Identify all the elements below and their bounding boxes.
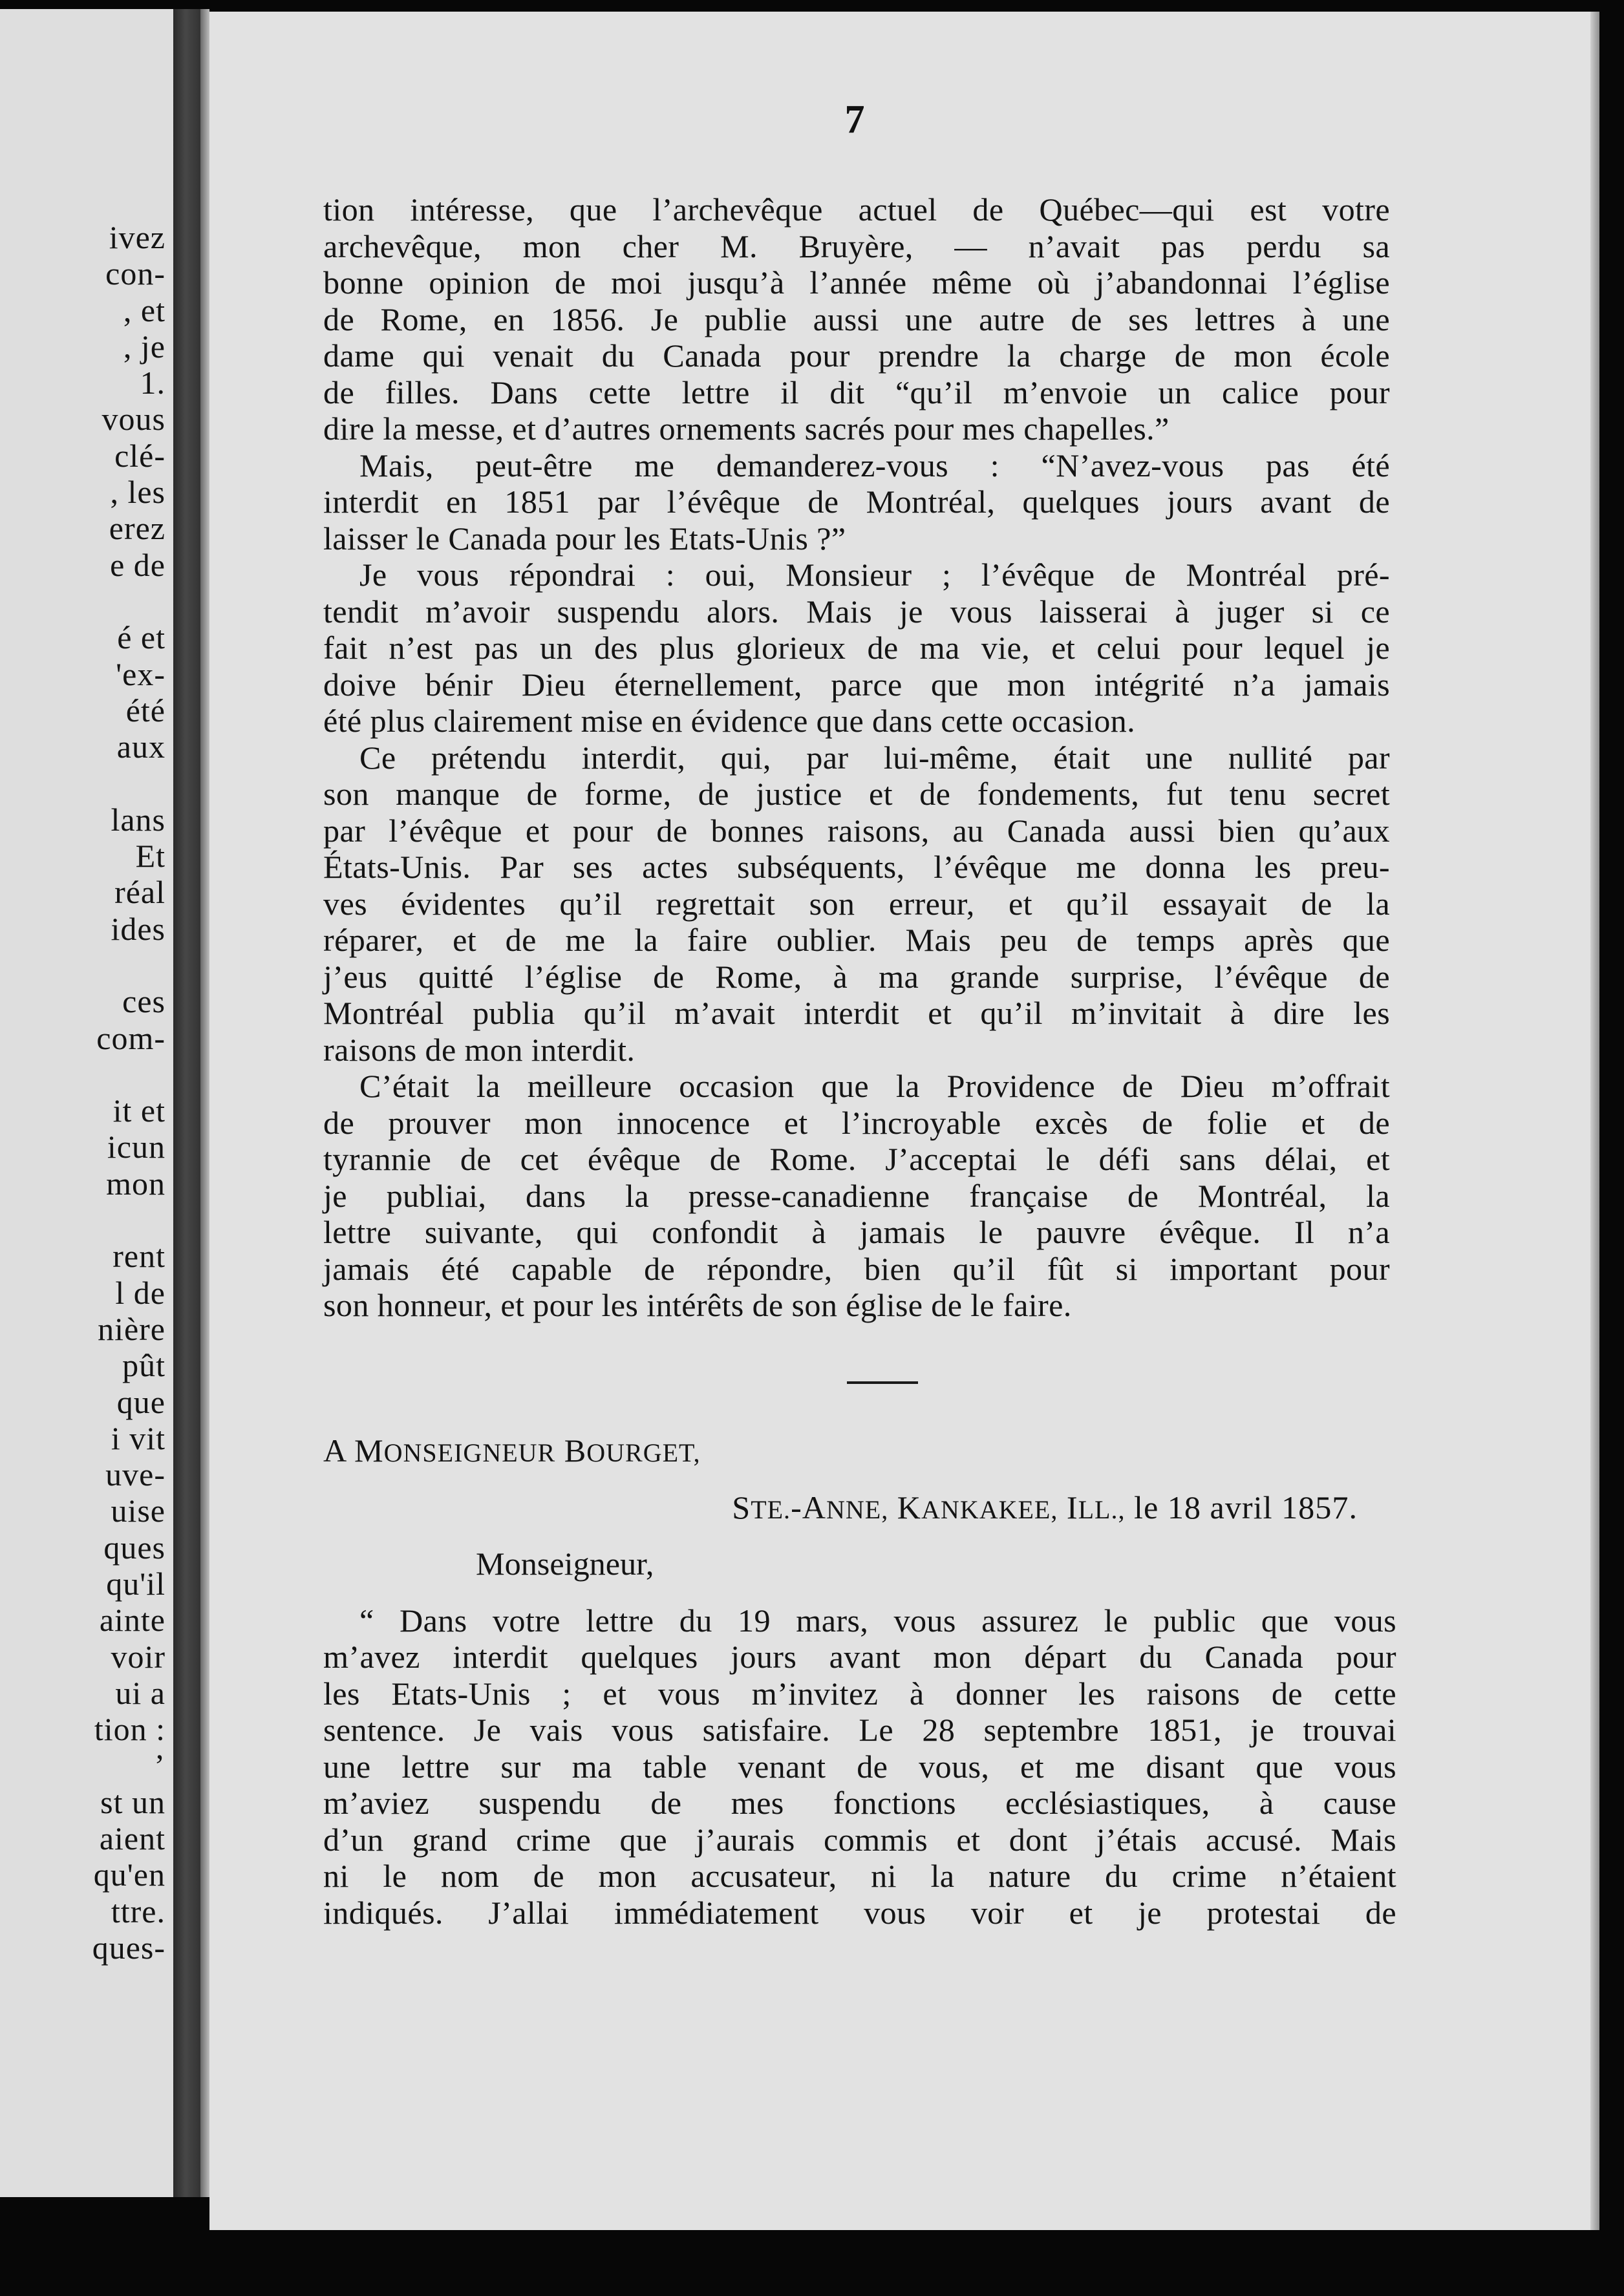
facing-page-line: i vit (111, 1419, 166, 1456)
facing-page-line (0, 1056, 173, 1092)
text-line: de Rome, en 1856. Je publie aussi une autre de ses lettres à une (323, 301, 1390, 337)
text-line: jamais été capable de répondre, bien qu’il fût si important pour (323, 1250, 1390, 1287)
facing-page-line: tion : (94, 1711, 166, 1748)
facing-page-line: pût (122, 1347, 166, 1384)
facing-page-line: qu'il (106, 1565, 166, 1602)
facing-page-line: ides (111, 910, 166, 947)
facing-page-line: vous (102, 401, 166, 438)
text-line: Montréal publia qu’il m’avait interdit et qu’il m’invitait à dire les (323, 995, 1390, 1031)
facing-page-line: nière (98, 1310, 166, 1347)
facing-page-line: aux (116, 728, 166, 765)
text-line: doive bénir Dieu éternellement, parce que mon intégrité n’a jamais (323, 666, 1390, 703)
place-initial: K (897, 1489, 922, 1525)
text-line: tion intéresse, que l’archevêque actuel de Québec—qui est votre (323, 191, 1390, 228)
addressee-initial: B (564, 1432, 587, 1469)
letter-line: indiqués. J’allai immédiatement vous voir et je protestai de (323, 1894, 1396, 1931)
letter-dateline (323, 1489, 1396, 1526)
text-line: de filles. Dans cette lettre il dit “qu’il m’envoie un calice pour (323, 374, 1390, 410)
text-line: été plus clairement mise en évidence que dans cette occasion. (323, 703, 1135, 739)
letter-line: sentence. Je vais vous satisfaire. Le 28 septembre 1851, je trouvai (323, 1712, 1396, 1748)
facing-page-line: 'ex- (116, 655, 166, 692)
page-edge (1590, 12, 1599, 2230)
paragraph (323, 447, 1390, 557)
text-line: ves évidentes qu’il regrettait son erreur, et qu’il essayait de la (323, 885, 1390, 922)
facing-page-line: aient (99, 1820, 166, 1857)
letter-line: d’un grand crime que j’aurais commis et dont j’étais accusé. Mais (323, 1821, 1396, 1858)
gutter-shadow (200, 9, 209, 2197)
text-line: son honneur, et pour les intérêts de son église de le faire. (323, 1287, 1072, 1323)
facing-page-line: , et (123, 292, 166, 328)
addressee-smallcaps: ONSEIGNEUR (383, 1438, 556, 1467)
facing-page-line: erez (109, 510, 166, 547)
facing-page-line: ivez (109, 219, 166, 255)
text-line: interdit en 1851 par l’évêque de Montréal, quelques jours avant de (323, 484, 1390, 520)
place-initial: S (732, 1489, 751, 1525)
text-line: raisons de mon interdit. (323, 1031, 636, 1068)
place-initial: -A (791, 1489, 827, 1525)
text-line: Ce prétendu interdit, qui, par lui-même, était une nullité par (359, 739, 1390, 776)
facing-page-line: 1. (140, 365, 166, 401)
facing-page-line: ainte (99, 1602, 166, 1639)
facing-page-text (0, 219, 173, 1966)
facing-page-line: e de (110, 546, 166, 583)
text-line: Je vous répondrai : oui, Monsieur ; l’évêque de Montréal pré- (359, 557, 1390, 593)
place-smallcaps: LL., (1078, 1494, 1126, 1524)
facing-page-line: é et (117, 619, 166, 656)
facing-page-line: été (125, 692, 166, 728)
text-line: par l’évêque et pour de bonnes raisons, au Canada aussi bien qu’aux (323, 812, 1390, 849)
text-line: dire la messe, et d’autres ornements sacrés pour mes chapelles.” (323, 410, 1170, 447)
facing-page-line: lans (111, 801, 166, 838)
letter-date: le 18 avril 1857. (1134, 1489, 1358, 1525)
letter (323, 1432, 1396, 1931)
text-line: de prouver mon innocence et l’incroyable excès de folie et de (323, 1104, 1390, 1141)
text-line: laisser le Canada pour les Etats-Unis ?” (323, 520, 846, 557)
facing-page-line: ques- (92, 1929, 166, 1966)
text-line: archevêque, mon cher M. Bruyère, — n’avait pas perdu sa (323, 228, 1390, 264)
text-line: C’était la meilleure occasion que la Providence de Dieu m’offrait (359, 1068, 1390, 1104)
text-line: États-Unis. Par ses actes subséquents, l’évêque me donna les preu- (323, 849, 1390, 885)
text-line: lettre suivante, qui confondit à jamais le pauvre évêque. Il n’a (323, 1214, 1390, 1250)
text-line: j’eus quitté l’église de Rome, à ma grande surprise, l’évêque de (323, 958, 1390, 995)
addressee-smallcaps: OURGET, (586, 1438, 701, 1467)
book-gutter (173, 9, 200, 2197)
place-initial: I (1066, 1489, 1078, 1525)
letter-line: les Etats-Unis ; et vous m’invitez à donner les raisons de cette (323, 1675, 1396, 1712)
facing-page-line: l de (115, 1274, 166, 1311)
facing-page-fragment (0, 9, 173, 2197)
page-number: 7 (844, 98, 865, 142)
paragraph (323, 1068, 1390, 1324)
text-line: bonne opinion de moi jusqu’à l’année même où j’abandonnai l’église (323, 264, 1390, 301)
letter-line: m’avez interdit quelques jours avant mon départ du Canada pour (323, 1639, 1396, 1675)
facing-page-line: réal (114, 874, 166, 911)
text-line: son manque de forme, de justice et de fondements, fut tenu secret (323, 776, 1390, 812)
facing-page-line: st un (100, 1783, 166, 1820)
facing-page-line: ces (122, 983, 166, 1020)
paragraph (323, 557, 1390, 739)
facing-page-line: ui a (115, 1674, 166, 1711)
facing-page-line: icun (107, 1129, 166, 1165)
text-line: réparer, et de me la faire oublier. Mais peu de temps après que (323, 922, 1390, 958)
facing-page-line: , les (110, 474, 166, 511)
letter-body (323, 1602, 1396, 1931)
text-line: je publiai, dans la presse-canadienne française de Montréal, la (323, 1177, 1390, 1214)
text-line: fait n’est pas un des plus glorieux de ma vie, et celui pour lequel je (323, 630, 1390, 666)
facing-page-line: Et (135, 838, 166, 875)
facing-page-line: voir (111, 1638, 166, 1675)
letter-line: ni le nom de mon accusateur, ni la nature du crime n’étaient (323, 1858, 1396, 1894)
body-text (323, 191, 1390, 1324)
letter-line: m’aviez suspendu de mes fonctions ecclésiastiques, à cause (323, 1785, 1396, 1821)
letter-line: une lettre sur ma table venant de vous, et me disant que vous (323, 1748, 1396, 1785)
paragraph (323, 191, 1390, 447)
place-smallcaps: TE. (751, 1494, 791, 1524)
facing-page-line (0, 583, 173, 619)
text-line: Mais, peut-être me demanderez-vous : “N’avez-vous pas été (359, 447, 1390, 484)
facing-page-line (0, 765, 173, 801)
place-smallcaps: ANKAKEE, (921, 1494, 1058, 1524)
addressee-initial: M (354, 1432, 384, 1469)
facing-page-line: uise (111, 1493, 166, 1529)
facing-page-line: ttre. (111, 1893, 166, 1929)
facing-page-line: com- (96, 1019, 166, 1056)
letter-salutation: Monseigneur, (476, 1546, 654, 1582)
section-divider (847, 1381, 918, 1384)
letter-addressee (323, 1432, 1396, 1469)
facing-page-line: ques (103, 1529, 166, 1566)
facing-page-line: qu'en (93, 1856, 166, 1893)
facing-page-line: mon (106, 1165, 166, 1202)
facing-page-line: , je (123, 328, 166, 365)
facing-page-line: ’ (154, 1747, 166, 1784)
facing-page-line (0, 947, 173, 983)
addressee-word: A (323, 1432, 346, 1469)
facing-page-line: it et (112, 1092, 166, 1129)
facing-page-line: uve- (105, 1456, 166, 1493)
text-line: tyrannie de cet évêque de Rome. J’acceptai le défi sans délai, et (323, 1141, 1390, 1177)
letter-line: “ Dans votre lettre du 19 mars, vous assurez le public que vous (359, 1602, 1396, 1639)
facing-page-line (0, 1202, 173, 1238)
facing-page-line: rent (112, 1238, 166, 1275)
text-line: dame qui venait du Canada pour prendre la charge de mon école (323, 337, 1390, 374)
facing-page-line: clé- (114, 437, 166, 474)
paragraph (323, 739, 1390, 1068)
facing-page-line: con- (105, 255, 166, 292)
text-line: tendit m’avoir suspendu alors. Mais je vous laisserai à juger si ce (323, 593, 1390, 630)
facing-page-line: que (116, 1383, 166, 1420)
place-smallcaps: NNE, (826, 1494, 889, 1524)
